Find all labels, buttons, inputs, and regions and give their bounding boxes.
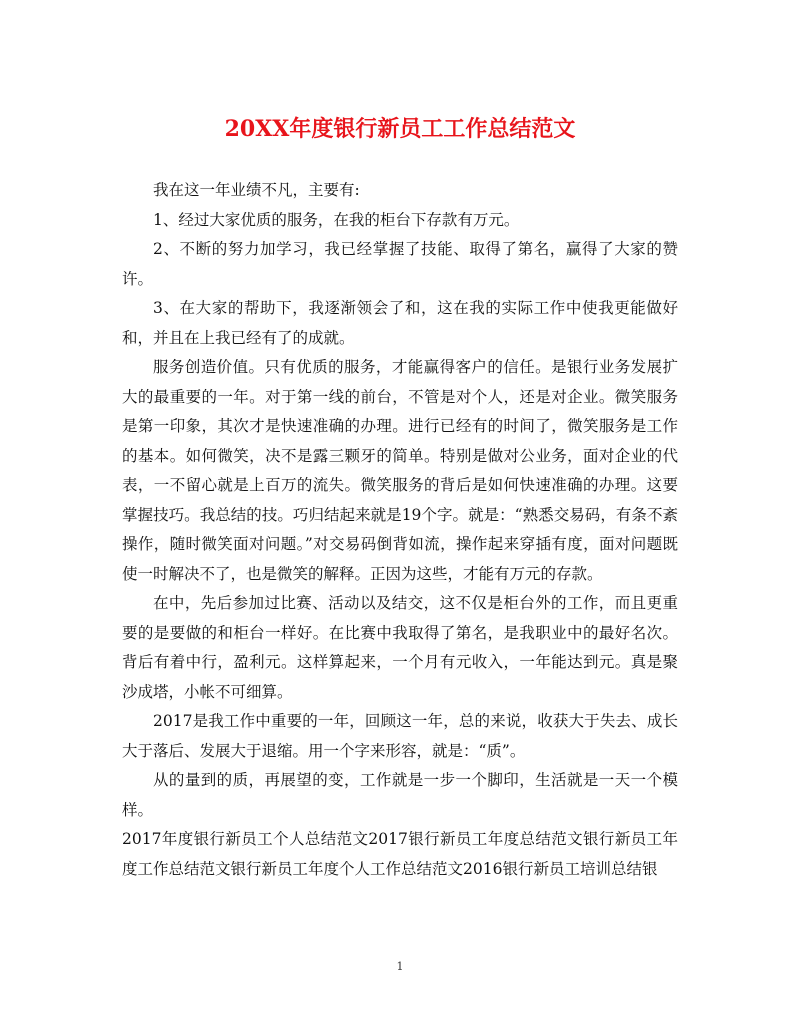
paragraph-intro: 我在这一年业绩不凡，主要有: xyxy=(153,181,360,199)
document-title: 20XX年度银行新员工工作总结范文 xyxy=(224,116,576,142)
paragraph-closing: 从的量到的质，再展望的变，工作就是一步一个脚印，生活就是一天一个模样。 xyxy=(122,771,678,819)
paragraph-item-3: 3、在大家的帮助下，我逐渐领会了和，这在我的实际工作中使我更能做好和，并且在上我已经有了的成就。 xyxy=(122,299,678,347)
paragraph-competition: 在中，先后参加过比赛、活动以及结交，这不仅是柜台外的工作，而且更重要的是要做的和柜台一样好。在比赛中我取得了第名，是我职业中的最好名次。背后有着中行，盈利元。这样算起来，一个月有元收入，一年能达到元。真是聚沙成塔，小帐不可细算。 xyxy=(122,594,678,701)
paragraph-item-1: 1、经过大家优质的服务，在我的柜台下存款有万元。 xyxy=(153,210,520,229)
page-number: 1 xyxy=(396,960,404,973)
paragraph-item-2: 2、不断的努力加学习，我已经掌握了技能、取得了第名，赢得了大家的赞许。 xyxy=(122,240,678,288)
paragraph-service: 服务创造价值。只有优质的服务，才能赢得客户的信任。是银行业务发展扩大的最重要的一年。对于第一线的前台，不管是对个人，还是对企业。微笑服务是第一印象，其次才是快速准确的办理。进行已经有的时间了，微笑服务是工作的基本。如何微笑，决不是露三颗牙的简单。特别是做对公业务，面对企业的代表，一不留心就是上百万的流失。微笑服务的背后是如何快速准确的办理。这要掌握技巧。我总结的技。巧归结起来就是19个字。就是：“熟悉交易码，有条不紊操作，随时微笑面对问题。”对交易码倒背如流，操作起来穿插有度，面对问题既使一时解决不了，也是微笑的解释。正因为这些，才能有万元的存款。 xyxy=(122,358,678,583)
document-body xyxy=(122,176,678,884)
related-links-text[interactable]: 2017年度银行新员工个人总结范文2017银行新员工年度总结范文银行新员工年度工作总结范文银行新员工年度个人工作总结范文2016银行新员工培训总结银 xyxy=(122,830,678,878)
paragraph-2017: 2017是我工作中重要的一年，回顾这一年，总的来说，收获大于失去、成长大于落后、发展大于退缩。用一个字来形容，就是：“质”。 xyxy=(122,712,678,760)
